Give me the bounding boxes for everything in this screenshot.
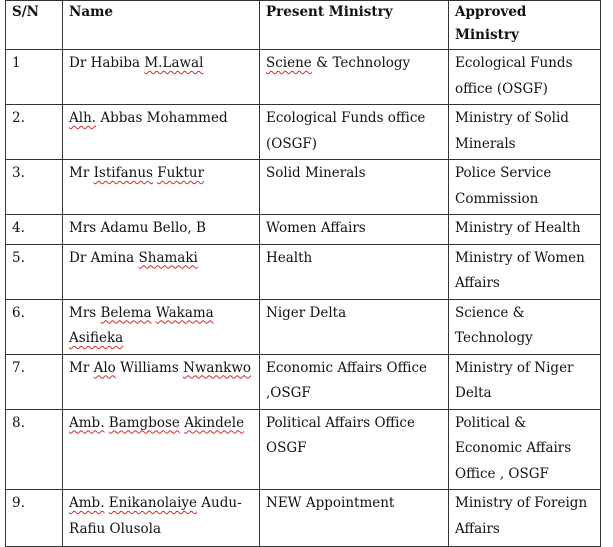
spellcheck-flag: Alh. [69, 110, 97, 126]
cell-sn: 2. [6, 105, 63, 160]
cell-approved-ministry: Science & Technology [449, 299, 601, 354]
spellcheck-flag: Asifieka [69, 330, 124, 346]
table-row [6, 299, 601, 354]
cell-sn: 8. [6, 409, 63, 490]
cell-present-ministry: Niger Delta [260, 299, 449, 354]
spellcheck-flag: Wakama [155, 304, 214, 321]
cell-approved-ministry: Political & Economic Affairs Office , OSGF [449, 409, 601, 490]
cell-present-ministry: Health [260, 244, 449, 299]
cell-approved-ministry: Ministry of Women Affairs [449, 244, 601, 299]
table-row [6, 490, 601, 547]
spellcheck-flag: Alo [93, 359, 116, 376]
cell-sn: 1 [6, 50, 63, 105]
header-sn: S/N [6, 1, 63, 50]
table-row [6, 215, 601, 245]
table-row [6, 105, 601, 160]
cell-sn: 3. [6, 160, 63, 215]
table-row [6, 244, 601, 299]
spellcheck-flag: Bamgbose [108, 414, 180, 431]
table-row [6, 50, 601, 105]
cell-name: Alh. Abbas Mohammed [63, 105, 260, 160]
spellcheck-flag: Shamaki [138, 249, 198, 266]
table-row [6, 409, 601, 490]
header-name: Name [63, 1, 260, 50]
header-present-ministry: Present Ministry [260, 1, 449, 50]
spellcheck-flag: Istifanus [93, 165, 153, 181]
cell-name: Mr Alo Williams Nwankwo [63, 354, 260, 409]
cell-approved-ministry: Ecological Funds office (OSGF) [449, 50, 601, 105]
cell-present-ministry: Solid Minerals [260, 160, 449, 215]
spellcheck-flag: Sciene [266, 55, 312, 71]
table-row [6, 160, 601, 215]
cell-name: Dr Amina Shamaki [63, 244, 260, 299]
table-row [6, 354, 601, 409]
cell-name: Mrs Adamu Bello, B [63, 215, 260, 245]
cell-present-ministry: Ecological Funds office (OSGF) [260, 105, 449, 160]
cell-present-ministry: NEW Appointment [260, 490, 449, 547]
cell-sn: 6. [6, 299, 63, 354]
cell-name: Mrs Belema Wakama Asifieka [63, 299, 260, 354]
spellcheck-flag: M.Lawal [144, 55, 204, 71]
spellcheck-flag: Amb. [69, 495, 105, 511]
cell-name: Mr Istifanus Fuktur [63, 160, 260, 215]
spellcheck-flag: Nwankwo [183, 359, 252, 376]
spellcheck-flag: Enikanolaiye [108, 495, 197, 511]
cell-approved-ministry: Police Service Commission [449, 160, 601, 215]
cell-name: Amb. Enikanolaiye Audu-Rafiu Olusola [63, 490, 260, 547]
cell-sn: 5. [6, 244, 63, 299]
cell-present-ministry: Women Affairs [260, 215, 449, 245]
ministry-table [5, 0, 601, 547]
cell-present-ministry: Economic Affairs Office ,OSGF [260, 354, 449, 409]
spellcheck-flag: Belema [100, 304, 152, 321]
cell-sn: 9. [6, 490, 63, 547]
cell-present-ministry: Sciene & Technology [260, 50, 449, 105]
spellcheck-flag: Fuktur [157, 165, 205, 181]
cell-approved-ministry: Ministry of Foreign Affairs [449, 490, 601, 547]
cell-approved-ministry: Ministry of Health [449, 215, 601, 245]
cell-name [63, 409, 260, 490]
header-row [6, 1, 601, 50]
header-approved-ministry: Approved Ministry [449, 1, 601, 50]
cell-approved-ministry: Ministry of Solid Minerals [449, 105, 601, 160]
cell-name: Dr Habiba M.Lawal [63, 50, 260, 105]
cell-present-ministry: Political Affairs Office OSGF [260, 409, 449, 490]
cell-sn: 7. [6, 354, 63, 409]
spellcheck-flag: Amb. [69, 414, 105, 431]
cell-sn: 4. [6, 215, 63, 245]
cell-approved-ministry: Ministry of Niger Delta [449, 354, 601, 409]
spellcheck-flag: Akindele [184, 414, 245, 431]
